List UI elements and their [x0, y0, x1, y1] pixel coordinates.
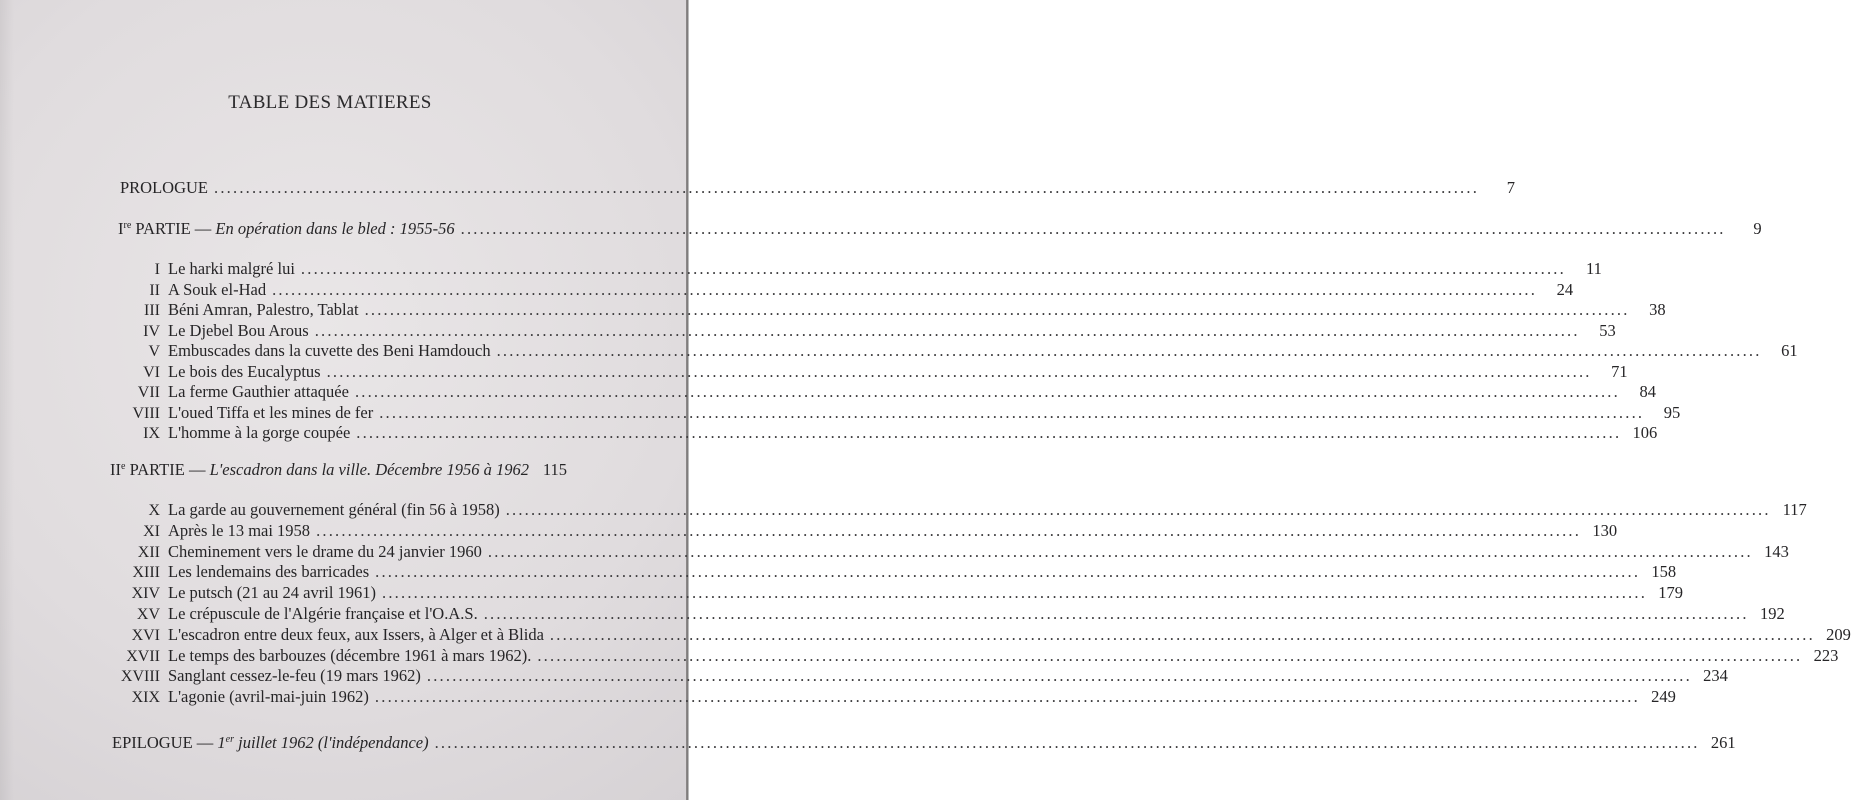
chapter-title: Le Djebel Bou Arous	[168, 320, 309, 340]
toc-chapter-entry	[108, 279, 1574, 301]
toc-chapter-entry	[108, 583, 1684, 604]
chapter-number: VII	[137, 384, 160, 401]
chapter-number: II	[149, 281, 160, 299]
part-dash: —	[194, 219, 212, 238]
chapter-page: 223	[1813, 645, 1839, 665]
chapter-number: VIII	[132, 404, 160, 422]
toc-chapter-entry	[108, 300, 1666, 321]
chapter-title: L'homme à la gorge coupée	[168, 423, 351, 442]
part-subtitle: En opération dans le bled : 1955-56	[215, 219, 455, 238]
entry-label: EPILOGUE	[112, 733, 193, 752]
chapter-number: XV	[136, 606, 160, 623]
chapter-number: X	[148, 502, 160, 519]
chapter-page: 95	[1663, 402, 1681, 422]
chapter-page: 11	[1586, 259, 1602, 278]
chapter-title: Sanglant cessez-le-feu (19 mars 1962)	[168, 666, 421, 686]
dot-leader: ........................................................................................................................................................................................................	[379, 402, 1645, 422]
part-ordinal-suffix: re	[123, 220, 132, 231]
toc-chapter-entry	[108, 320, 1616, 342]
dot-leader: ........................................................................................................................................................................................................	[354, 382, 1620, 401]
toc-chapter-entry	[108, 402, 1681, 424]
toc-entry-epilogue	[112, 733, 1736, 753]
chapter-title: La garde au gouvernement général (fin 56 à 1958)	[168, 500, 500, 519]
toc-chapter-entry	[108, 604, 1785, 625]
epilogue-dash: —	[196, 733, 214, 752]
dot-leader: ........................................................................................................................................................................................................	[300, 259, 1566, 278]
dot-leader: ........................................................................................................................................................................................................	[487, 541, 1753, 561]
chapter-title: Après le 13 mai 1958	[168, 520, 311, 540]
dot-leader: ........................................................................................................................................................................................................	[382, 583, 1648, 603]
chapter-page: 24	[1556, 279, 1574, 299]
toc-chapter-entry	[108, 645, 1839, 667]
chapter-title: Le crépuscule de l'Algérie française et l'O.A.S.	[168, 604, 478, 623]
dot-leader: ........................................................................................................................................................................................................	[314, 320, 1580, 340]
toc-chapter-entry	[108, 624, 1851, 646]
epilogue-day: 1	[217, 733, 226, 752]
part-subtitle: L'escadron dans la ville. Décembre 1956 à 1962	[209, 460, 529, 479]
entry-page: 261	[1710, 733, 1736, 752]
toc-chapter-entry	[108, 341, 1798, 362]
dot-leader: ........................................................................................................................................................................................................	[426, 666, 1692, 686]
toc-chapter-entry	[108, 259, 1602, 280]
chapter-number: XIX	[131, 689, 160, 707]
part-heading	[118, 219, 455, 239]
dot-leader: ........................................................................................................................................................................................................	[364, 300, 1630, 319]
chapter-title: Les lendemains des barricades	[168, 562, 370, 582]
epilogue-subtitle: juillet 1962 (l'indépendance)	[238, 733, 429, 752]
chapter-page: 158	[1651, 562, 1677, 582]
chapter-title: Le temps des barbouzes (décembre 1961 à mars 1962).	[168, 645, 532, 665]
chapter-page: 117	[1782, 500, 1807, 519]
toc-chapter-entry	[108, 666, 1728, 687]
chapter-page: 209	[1826, 624, 1851, 644]
part-word: PARTIE	[135, 219, 191, 238]
chapter-number: XIII	[132, 564, 160, 582]
toc-chapter-entry	[108, 687, 1676, 708]
dot-leader: ........................................................................................................................................................................................................	[505, 500, 1771, 519]
toc-chapter-entry	[108, 382, 1656, 403]
chapter-page: 61	[1781, 341, 1798, 360]
dot-leader: ........................................................................................................................................................................................................	[434, 733, 1700, 752]
chapter-title: Embuscades dans la cuvette des Beni Hamdouch	[168, 341, 491, 360]
epilogue-day-suffix: er	[225, 734, 234, 745]
chapter-number: I	[154, 261, 160, 278]
toc-entry-part-1	[118, 219, 1762, 239]
chapter-title: Le bois des Eucalyptus	[168, 361, 321, 381]
chapter-title: Béni Amran, Palestro, Tablat	[168, 300, 359, 319]
chapter-page: 179	[1658, 583, 1684, 603]
dot-leader: ........................................................................................................................................................................................................	[272, 279, 1538, 299]
entry-page: 7	[1506, 178, 1516, 197]
chapter-number: IX	[143, 425, 160, 442]
chapter-number: XII	[137, 543, 160, 561]
toc-chapter-entry	[108, 541, 1789, 563]
chapter-title: L'oued Tiffa et les mines de fer	[168, 402, 374, 422]
toc-chapter-entry	[108, 361, 1628, 383]
chapter-number: XVII	[126, 647, 160, 665]
chapter-title: Cheminement vers le drame du 24 janvier 1960	[168, 541, 482, 561]
chapter-page: 106	[1632, 423, 1658, 442]
chapter-number: XIV	[131, 585, 160, 603]
part-word: PARTIE	[129, 460, 185, 479]
chapter-number: XVIII	[120, 668, 160, 686]
chapter-number: V	[148, 343, 160, 360]
chapter-page: 84	[1639, 382, 1656, 401]
dot-leader: ........................................................................................................................................................................................................	[496, 341, 1762, 360]
chapter-page: 53	[1599, 320, 1616, 340]
dot-leader: ........................................................................................................................................................................................................	[326, 361, 1592, 381]
part-heading	[110, 460, 529, 480]
dot-leader: ........................................................................................................................................................................................................	[549, 624, 1815, 644]
chapter-page: 192	[1759, 604, 1785, 623]
part-numeral: II	[110, 460, 121, 479]
entry-label: PROLOGUE	[120, 178, 209, 197]
entry-page: 115	[542, 460, 567, 479]
chapter-page: 38	[1649, 300, 1666, 319]
dot-leader: ........................................................................................................................................................................................................	[537, 645, 1803, 665]
chapter-title: Le harki malgré lui	[168, 259, 295, 278]
chapter-title: L'escadron entre deux feux, aux Issers, à Alger et à Blida	[168, 624, 544, 644]
entry-page: 9	[1753, 219, 1762, 238]
epilogue-heading	[112, 733, 429, 753]
toc-entry-part-2	[110, 460, 636, 480]
toc-chapter-entry	[108, 520, 1618, 542]
dot-leader: ........................................................................................................................................................................................................	[460, 219, 1726, 238]
chapter-title: L'agonie (avril-mai-juin 1962)	[168, 687, 369, 707]
chapter-page: 130	[1592, 520, 1618, 540]
chapter-number: III	[144, 302, 160, 319]
toc-entry-prologue	[120, 178, 1516, 198]
chapter-number: XVI	[131, 626, 160, 644]
dot-leader: ........................................................................................................................................................................................................	[316, 520, 1582, 540]
toc-chapter-entry	[108, 423, 1658, 444]
chapter-number: IV	[143, 322, 160, 340]
page-title: TABLE DES MATIERES	[228, 92, 432, 113]
part-numeral: I	[118, 219, 124, 238]
dot-leader: ........................................................................................................................................................................................................	[356, 423, 1622, 442]
part-ordinal-suffix: e	[121, 461, 126, 472]
chapter-number: VI	[143, 363, 160, 381]
chapter-page: 71	[1611, 361, 1628, 381]
chapter-page: 234	[1703, 666, 1728, 686]
toc-chapter-entry	[108, 562, 1677, 583]
toc-chapter-entry	[108, 500, 1807, 521]
chapter-title: A Souk el-Had	[168, 279, 267, 299]
dot-leader: ........................................................................................................................................................................................................	[374, 687, 1640, 707]
dot-leader: ........................................................................................................................................................................................................	[375, 562, 1641, 582]
chapter-title: La ferme Gauthier attaquée	[168, 382, 349, 401]
chapter-title: Le putsch (21 au 24 avril 1961)	[168, 583, 377, 603]
part-dash: —	[188, 460, 206, 479]
chapter-page: 249	[1651, 687, 1676, 707]
dot-leader: ........................................................................................................................................................................................................	[214, 178, 1480, 197]
chapter-page: 143	[1764, 541, 1789, 561]
dot-leader: ........................................................................................................................................................................................................	[483, 604, 1749, 623]
chapter-number: XI	[143, 522, 160, 540]
